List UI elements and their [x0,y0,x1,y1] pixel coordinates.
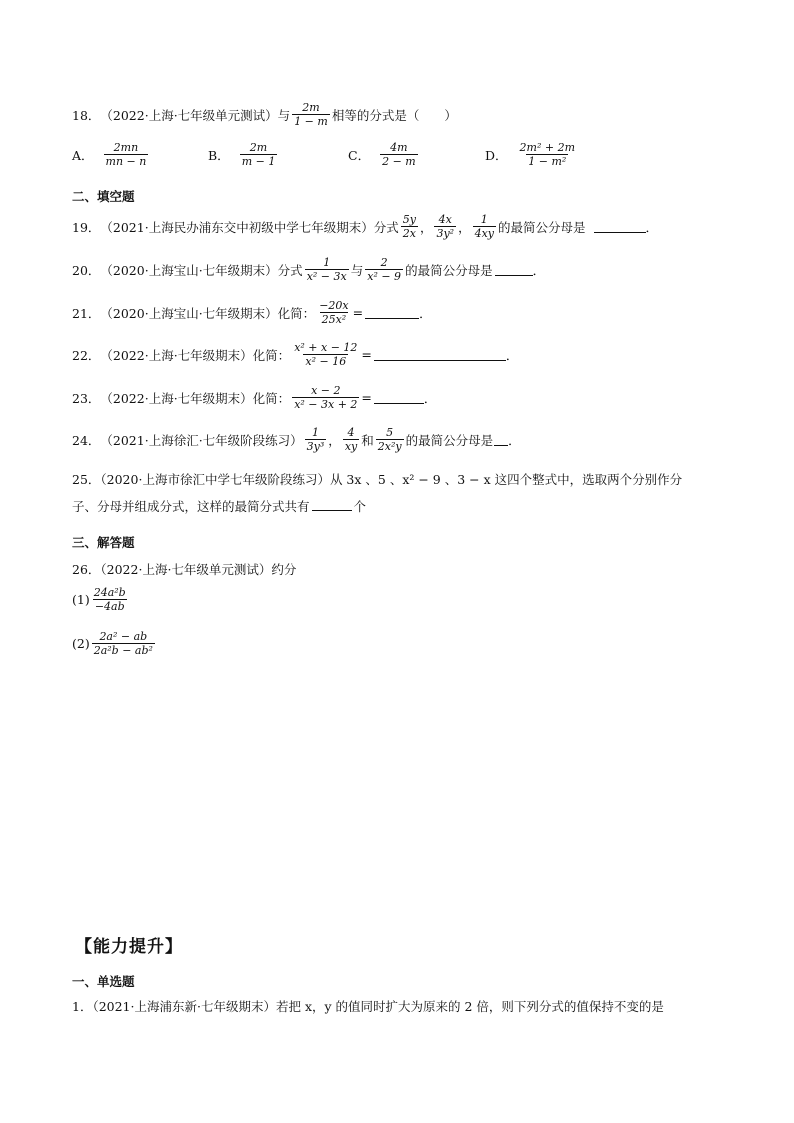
q24-frac-2: $\frac{4}{xy}$ [344,426,358,453]
ability-title: 【能力提升】 [75,937,183,957]
q18-option-d[interactable]: D． $\frac{\text{2m² + 2m}}{\text{1 − m²}}$ [485,141,576,168]
q19-end: ． [645,219,659,235]
q24-frac-3: $\frac{5}{\text{2x²y}}$ [377,426,402,453]
q20-number: 20． [72,262,101,278]
q24-source: （2021·上海徐汇·七年级阶段练习） [100,432,303,448]
q21-end: ． [419,305,432,321]
q23-answer-blank[interactable] [374,391,424,404]
q20-source: （2020·上海宝山·七年级期末） [100,262,278,278]
q22-pre: 化简： [252,347,291,363]
q26-part-2-label: (2) [72,636,90,651]
option-c-fraction: $\frac{4m}{2 - m}$ [382,141,416,168]
q19-frac-2: $\frac{4x}{\text{3y²}}$ [436,213,455,240]
question-23 [72,384,436,411]
q25-source: （2020·上海市徐汇中学七年级阶段练习） [100,472,330,487]
section-answer: 三、解答题 [72,535,135,550]
question-25-line-2 [72,497,366,515]
q26-part-2-frac: $\frac{\text{2a² − ab}}{\text{2a²b − ab²}}$ [93,630,153,657]
ability-q1-number: 1． [72,999,93,1014]
q20-frac-2: $\frac{2}{\text{x² − 9}}$ [367,256,402,283]
q23-pre: 化简： [252,390,291,406]
ability-q1-text: 若把 x，y 的值同时扩大为原来的 2 倍，则下列分式的值保持不变的是 [275,999,664,1014]
q22-eq: = [361,347,372,362]
q18-number: 18． [72,107,101,123]
q23-eq: = [361,390,372,405]
q19-sep-1: ， [419,219,433,235]
question-22 [72,341,518,368]
option-a-fraction: $\frac{2mn}{mn - n}$ [105,141,147,168]
q24-number: 24． [72,432,101,448]
option-b-fraction: $\frac{2m}{m - 1}$ [241,141,276,168]
q18-stem-post: 相等的分式是（ ） [331,107,457,123]
q20-post: 的最简公分母是 [405,262,493,278]
q21-answer-blank[interactable] [365,306,419,319]
q21-eq: = [352,305,364,320]
q25-answer-blank[interactable] [312,498,352,511]
q23-number: 23． [72,390,101,406]
q20-frac-1: $\frac{1}{\text{x² − 3x}}$ [306,256,347,283]
q20-answer-blank[interactable] [495,263,533,276]
q22-answer-blank[interactable] [374,348,506,361]
question-18 [72,101,457,128]
q19-post: 的最简公分母是 [498,219,586,235]
q26-title: 约分 [271,562,297,577]
question-26 [72,560,296,578]
question-19 [72,213,658,240]
q25-text-line-1: 从 3x 、5 、x² − 9 、3 − x 这四个整式中，选取两个分别作分 [329,472,683,487]
q19-answer-blank[interactable] [594,220,646,233]
q25-number: 25． [72,472,101,487]
q18-option-b[interactable]: B． $\frac{2m}{m - 1}$ [208,141,276,168]
q23-frac: $\frac{x - 2}{\text{x² − 3x + 2}}$ [294,384,358,411]
q19-pre: 分式 [373,219,399,235]
q22-number: 22． [72,347,101,363]
q24-post: 的最简公分母是 [405,432,494,448]
ability-q1-source: （2021·上海浦东新·七年级期末） [92,999,276,1014]
section-single-choice: 一、单选题 [72,974,135,989]
q21-number: 21． [72,305,101,321]
option-d-fraction: $\frac{\text{2m² + 2m}}{\text{1 − m²}}$ [519,141,576,168]
q18-stem-pre: 与 [277,107,291,123]
q22-end: ． [505,347,519,363]
q22-source: （2022·上海·七年级期末） [100,347,253,363]
q26-number: 26． [72,562,101,577]
q21-source: （2020·上海宝山·七年级期末） [100,305,278,321]
q19-frac-1: $\frac{5y}{2x}$ [402,213,416,240]
q26-part-1-frac: $\frac{\text{24a²b}}{-4ab}$ [93,586,126,613]
q19-source: （2021·上海民办浦东交中初级中学七年级期末） [100,219,374,235]
q24-sep-1: ， [328,432,341,448]
question-24 [72,426,521,453]
q19-number: 19． [72,219,101,235]
section-fill-in: 二、填空题 [72,189,135,204]
q20-end: ． [532,262,546,278]
q18-source: （2022·上海·七年级单元测试） [100,107,278,123]
ability-question-1 [72,997,664,1015]
q25-text-end: 个 [353,499,367,514]
question-25-line-1 [72,470,682,488]
q18-option-a[interactable]: A． $\frac{2mn}{mn - n}$ [72,141,147,168]
q26-part-1 [72,586,130,613]
q24-end: ． [508,432,521,448]
q26-part-2 [72,630,157,657]
q26-part-1-label: (1) [72,592,90,607]
q26-source: （2022·上海·七年级单元测试） [100,562,272,577]
q21-frac: $\frac{-20x}{\text{25x²}}$ [319,299,349,326]
q21-pre: 化简： [277,305,316,321]
q19-sep-2: ， [458,219,471,235]
q22-frac: $\frac{\text{x² + x − 12}}{\text{x² − 16}}$ [294,341,358,368]
q24-answer-blank[interactable] [494,433,508,446]
q25-text-line-2: 子、分母并组成分式，这样的最简分式共有 [72,499,310,514]
q24-frac-1: $\frac{1}{\text{3y³}}$ [306,426,325,453]
q23-end: ． [423,390,437,406]
question-21 [72,299,432,326]
q18-fraction: $\frac{2m}{1 - m}$ [294,101,328,128]
q24-mid: 和 [361,432,374,448]
q20-pre: 分式 [277,262,303,278]
q18-option-c[interactable]: C． $\frac{4m}{2 - m}$ [348,141,416,168]
q19-frac-3: $\frac{1}{4xy}$ [474,213,495,240]
q20-mid: 与 [350,262,364,278]
question-20 [72,256,545,283]
q23-source: （2022·上海·七年级期末） [100,390,253,406]
